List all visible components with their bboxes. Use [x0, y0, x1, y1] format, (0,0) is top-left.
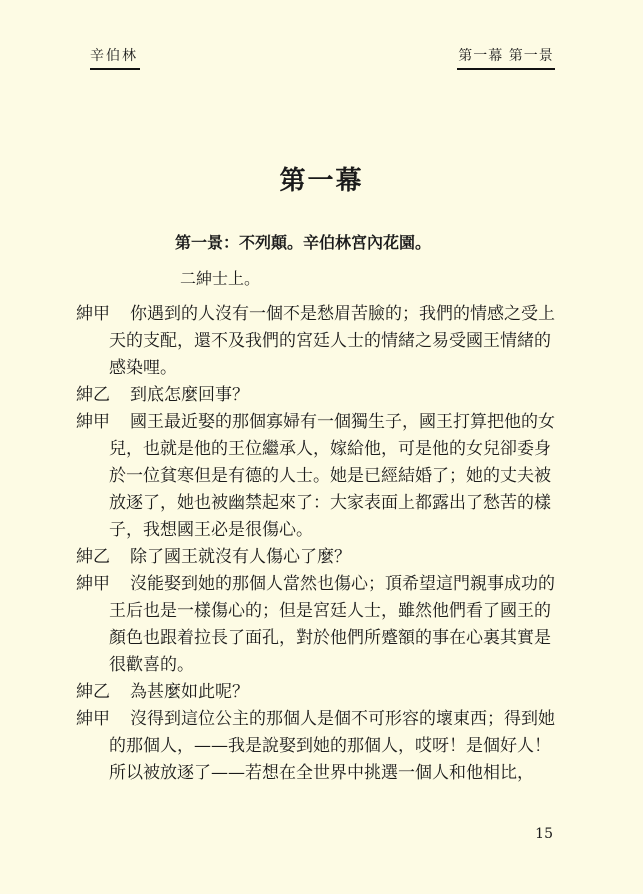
speech-line: 於一位貧寒但是有德的人士。她是已經結婚了；她的丈夫被	[109, 466, 551, 486]
stage-direction: 二紳士上。	[180, 269, 261, 288]
speech-line: 沒得到這位公主的那個人是個不可形容的壞東西；得到她	[130, 709, 555, 729]
speaker-name: 紳乙	[76, 385, 110, 405]
dialogue-entry	[76, 571, 571, 679]
speaker-name: 紳乙	[76, 547, 110, 567]
speech-text	[130, 544, 571, 571]
speaker-name: 紳甲	[76, 412, 110, 432]
running-header-section: 第一幕 第一景	[457, 45, 555, 70]
speech-line: 沒能娶到她的那個人當然也傷心；頂希望這門親事成功的	[130, 574, 555, 594]
speech-line: 所以被放逐了——若想在全世界中挑選一個人和他相比，	[109, 763, 534, 783]
dialogue-entry	[76, 679, 571, 706]
speech-text	[109, 409, 571, 544]
dialogue-entry	[76, 301, 571, 382]
speech-line: 的那個人，——我是說娶到她的那個人，哎呀！是個好人！	[109, 736, 551, 756]
speech-line: 顏色也跟着拉長了面孔，對於他們所蹙額的事在心裏其實是	[109, 628, 551, 648]
speech-text	[130, 382, 571, 409]
speech-text	[130, 679, 571, 706]
speech-line: 王后也是一樣傷心的；但是宮廷人士，雖然他們看了國王的	[109, 601, 551, 621]
speech-line: 為甚麼如此呢？	[130, 682, 249, 702]
page-number: 15	[535, 826, 553, 842]
speech-text	[109, 571, 571, 679]
act-title: 第一幕	[279, 166, 364, 196]
speech-text	[109, 301, 571, 382]
speech-line: 國王最近娶的那個寡婦有一個獨生子，國王打算把他的女	[130, 412, 555, 432]
running-header-title: 辛伯林	[90, 45, 140, 70]
speech-line: 到底怎麼回事？	[130, 385, 249, 405]
dialogue-entry	[76, 706, 571, 787]
dialogue-entry	[76, 544, 571, 571]
speech-line: 兒，也就是他的王位繼承人，嫁給他，可是他的女兒卻委身	[109, 439, 551, 459]
speech-text	[109, 706, 571, 787]
speech-line: 你遇到的人沒有一個不是愁眉苦臉的；我們的情感之受上	[130, 304, 555, 324]
speech-line: 很歡喜的。	[109, 655, 194, 675]
speech-line: 除了國王就沒有人傷心了麼？	[130, 547, 351, 567]
speaker-name: 紳甲	[76, 304, 110, 324]
speaker-name: 紳甲	[76, 709, 110, 729]
speech-line: 感染哩。	[109, 358, 177, 378]
dialogue-block	[76, 301, 571, 787]
speech-line: 子，我想國王必是很傷心。	[109, 520, 313, 540]
speech-line: 天的支配，還不及我們的宮廷人士的情緒之易受國王情緒的	[109, 331, 551, 351]
scene-title: 第一景：不列顛。辛伯林宮內花園。	[175, 233, 432, 252]
dialogue-entry	[76, 409, 571, 544]
dialogue-entry	[76, 382, 571, 409]
speaker-name: 紳甲	[76, 574, 110, 594]
speech-line: 放逐了，她也被幽禁起來了：大家表面上都露出了愁苦的樣	[109, 493, 551, 513]
speaker-name: 紳乙	[76, 682, 110, 702]
